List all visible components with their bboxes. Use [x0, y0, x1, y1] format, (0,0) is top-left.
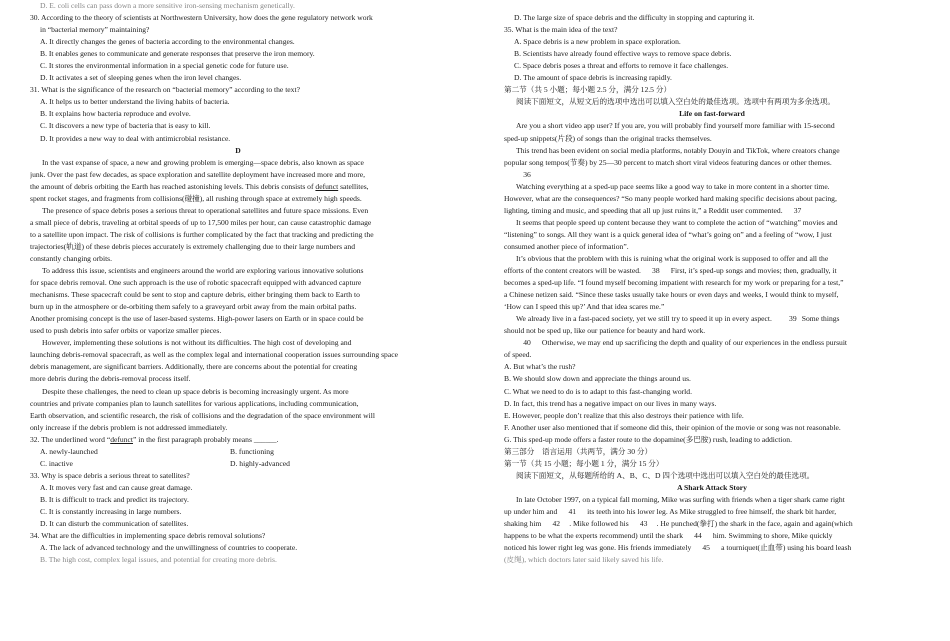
text-line: B. It enables genes to communicate and generate responses that preserve the iron memory. [40, 49, 315, 59]
text-line [504, 169, 920, 181]
text-line: B. We should slow down and appreciate the things around us. [504, 374, 691, 384]
text-line: 第三部分 语言运用（共两节，满分 30 分） [504, 446, 653, 456]
text-line: happens to be what the experts recommend) until the shark 44 him. Swimming to shore, Mike quickly [504, 530, 920, 542]
text-line: 阅读下面短文，从短文后的选项中选出可以填入空白处的最佳选项。选项中有两项为多余选项。 [516, 97, 835, 107]
option-text: B. functioning [230, 446, 274, 456]
text-line: D. The large size of space debris and the difficulty in stopping and capturing it. [514, 13, 755, 23]
text-line: trajectories(轨道) of these debris pieces accurately is extremely challenging due to their large numbers and [30, 241, 355, 251]
text-line: Earth observation, and scientific research, the risk of collisions and the degradation of the space environment will [30, 410, 375, 420]
text-line: To address this issue, scientists and engineers around the world are exploring various innovative solutions [42, 266, 364, 276]
text-line: D. The amount of space debris is increasing rapidly. [514, 73, 672, 83]
text-line: C. What we need to do is to adapt to this fast-changing world. [504, 386, 692, 396]
text-line: should not be sped up, like our patience for beauty and hard work. [504, 326, 706, 336]
text-line: becomes a sped-up life. “I found myself becoming impatient with research for my work or preparing for a test,” [504, 278, 844, 288]
text-line: 阅读下面短文，从每题所给的 A、B、C、D 四个选项中选出可以填入空白处的最佳选项。 [516, 470, 815, 480]
text-line: F. Another user also mentioned that if someone did this, their opinion of the movie or song was not reasonable. [504, 422, 841, 432]
text-line: C. It stores the environmental information in a special genetic code for future use. [40, 61, 289, 71]
text-line: A. It helps us to better understand the living habits of bacteria. [40, 97, 230, 107]
text-line: B. Scientists have already found effective ways to remove space debris. [514, 49, 732, 59]
text-line: C. It is constantly increasing in large numbers. [40, 506, 182, 516]
text-line: 第一节（共 15 小题；每小题 1 分，满分 15 分） [504, 458, 664, 468]
text-line: In the vast expanse of space, a new and growing problem is emerging—space debris, also known as space [42, 157, 364, 167]
text-line: A. But what’s the rush? [504, 362, 576, 372]
text-line: Another promising concept is the use of laser-based systems. High-power lasers on Earth or in space could be [30, 314, 364, 324]
text-line: efforts of the content creators will be wasted. 38 First, it’s sped-up songs and movies; then, gradually, it [504, 265, 920, 277]
text-line: It’s obvious that the problem with this is ruining what the original work is supposed to offer and all the [516, 253, 829, 263]
text-line: to a satellite upon impact. The risk of collisions is further complicated by the fact that tracking and predicting the [30, 229, 374, 239]
text-line: mechanisms. These spacecraft could be sent to stop and capture debris, either bringing them back to Earth to [30, 290, 360, 300]
text-line: The presence of space debris poses a serious threat to operational satellites and future space missions. Even [42, 205, 369, 215]
text-line [504, 0, 920, 12]
text-line: A. It directly changes the genes of bacteria according to the environmental changes. [40, 37, 295, 47]
text-line: 40 Otherwise, we may end up sacrificing the depth and quality of our experiences in the endless pursuit [504, 337, 920, 349]
text-line: B. It is difficult to track and predict its trajectory. [40, 494, 189, 504]
text-line: sped-up snippets(片段) of songs than the original tracks themselves. [504, 133, 712, 143]
text-line: C. Space debris poses a threat and efforts to remove it face challenges. [514, 61, 729, 71]
text-line: shaking him 42 . Mike followed his 43 . He punched(拳打) the shark in the face, again and again(which [504, 518, 920, 530]
text-line: junk. Over the past few decades, as space exploration and satellite deployment have increased more and more, [30, 169, 366, 179]
text-line: Watching everything at a sped-up pace seems like a good way to take in more content in a shorter time. [516, 181, 830, 191]
blank-42: 42 [543, 518, 569, 530]
text-line: for space debris removal. One such approach is the use of robotic spacecraft equipped with advanced capture [30, 278, 362, 288]
text-line: D. In fact, this trend has a negative impact on our lives in many ways. [504, 398, 717, 408]
text-line: (皮绳), which doctors later said likely saved his life. [504, 555, 664, 565]
text-line: ‘How can I speed this up?’ And that idea scares me.” [504, 302, 665, 312]
text-line: A. Space debris is a new problem in space exploration. [514, 37, 681, 47]
blank-44: 44 [685, 530, 711, 542]
text-line: 32. The underlined word “defunct” in the first paragraph probably means ______. [30, 434, 279, 444]
underlined-word: defunct [110, 434, 133, 444]
text-line: B. The high cost, complex legal issues, and potential for creating more debris. [40, 555, 277, 565]
text-line: 30. According to the theory of scientists at Northwestern University, how does the gene regulatory network work [30, 13, 373, 23]
blank-36: 36 [514, 169, 540, 181]
text-line: G. This sped-up mode offers a faster route to the dopamine(多巴胺) rush, leading to addiction. [504, 434, 793, 444]
text-line: D. It can disturb the communication of satellites. [40, 519, 189, 529]
text-line: more debris during the debris-removal process itself. [30, 374, 191, 384]
text-line: Are you a short video app user? If you are, you will probably find yourself more familiar with 15-second [516, 121, 835, 131]
blank-39: 39 [774, 313, 800, 325]
blank-43: 43 [631, 518, 657, 530]
text-line: D [235, 145, 241, 155]
text-line: A. The lack of advanced technology and the unwillingness of countries to cooperate. [40, 543, 298, 553]
text-line: a small piece of debris, traveling at orbital speeds of up to 17,500 miles per hour, can cause catastrophic damage [30, 217, 372, 227]
text-line: burn up in the atmosphere or de-orbiting them safely to a graveyard orbit away from the main orbital paths. [30, 302, 357, 312]
text-line: 35. What is the main idea of the text? [504, 25, 618, 35]
text-line [30, 446, 446, 458]
text-line: D. It provides a new way to deal with antimicrobial resistance. [40, 133, 231, 143]
text-line: debris management, are significant barriers. Additionally, there are concerns about the potential for creating [30, 362, 358, 372]
blank-38: 38 [643, 265, 669, 277]
text-line: the amount of debris orbiting the Earth has reached astonishing levels. This debris consists of defunct satellites, [30, 181, 369, 191]
text-line: However, what are the consequences? “So many people worked hard making specific decisions about pacing, [504, 193, 837, 203]
text-line: of speed. [504, 350, 532, 360]
option-text: D. highly-advanced [230, 458, 290, 468]
blank-45: 45 [693, 542, 719, 554]
text-line: “listening” to songs. All they want is a quick general idea of “what’s going on” and a feeling of “wow, I just [504, 229, 832, 239]
text-line: It seems that people speed up content because they want to complete the action of “watching” movies and [516, 217, 838, 227]
blank-41: 41 [559, 506, 585, 518]
text-line: 33. Why is space debris a serious threat to satellites? [30, 470, 190, 480]
text-line: D. It activates a set of sleeping genes when the iron level changes. [40, 73, 242, 83]
text-line: launching debris-removal spacecraft, as well as the complex legal and international cooperation issues surrounding space [30, 350, 398, 360]
text-line: consumed another piece of information”. [504, 241, 629, 251]
text-line: only increase if the debris problem is not addressed immediately. [30, 422, 228, 432]
text-line: However, implementing these solutions is not without its difficulties. The high cost of developing and [42, 338, 352, 348]
text-line: popular song tempos(节奏) by 25—30 percent to match short viral videos featuring dances or other themes. [504, 157, 832, 167]
text-line: We already live in a fast-paced society, yet we still try to speed it up in every aspect. 39 Some things [504, 313, 920, 325]
text-line: E. However, people don’t realize that this also destroys their patience with life. [504, 410, 744, 420]
text-line: A Shark Attack Story [677, 482, 747, 492]
right-column [504, 0, 920, 566]
text-line: Despite these challenges, the need to clean up space debris is becoming increasingly urgent. As more [42, 386, 349, 396]
text-line: lighting, timing and music, and speeding that all up just ruins it,” a Reddit user commented. 37 [504, 205, 920, 217]
text-line: C. It discovers a new type of bacteria that is easy to kill. [40, 121, 211, 131]
text-line: D. E. coli cells can pass down a more sensitive iron-sensing mechanism genetically. [40, 1, 295, 10]
text-line: In late October 1997, on a typical fall morning, Mike was surfing with friends when a tiger shark came right [516, 494, 845, 504]
text-line: Life on fast-forward [679, 109, 745, 119]
blank-40: 40 [514, 337, 540, 349]
text-line: A. It moves very fast and can cause great damage. [40, 482, 193, 492]
text-line: 34. What are the difficulties in implementing space debris removal solutions? [30, 531, 266, 541]
text-line: up under him and 41 its teeth into his lower leg. As Mike struggled to free himself, the shark bit harder, [504, 506, 920, 518]
text-line: 第二节（共 5 小题；每小题 2.5 分，满分 12.5 分） [504, 85, 672, 95]
text-line: used to push debris into safer orbits or vaporize smaller pieces. [30, 326, 222, 336]
text-line: This trend has been evident on social media platforms, notably Douyin and TikTok, where creators change [516, 145, 840, 155]
text-line: 31. What is the significance of the research on “bacterial memory” according to the text? [30, 85, 300, 95]
underlined-word: defunct [315, 181, 339, 191]
left-column [30, 0, 446, 566]
text-line: in “bacterial memory” maintaining? [40, 25, 150, 35]
text-line: a Chinese netizen said. “Since these tasks usually take hours or even days and weeks, I would think to myself, [504, 290, 839, 300]
text-line: constantly changing orbits. [30, 253, 113, 263]
blank-37: 37 [785, 205, 811, 217]
text-line: noticed his lower right leg was gone. His friends immediately 45 a tourniquet(止血带) using his board leash [504, 542, 920, 554]
text-line: B. It explains how bacteria reproduce and evolve. [40, 109, 191, 119]
text-line: countries and private companies plan to launch satellites for various applications, including communication, [30, 398, 359, 408]
text-line: spent rocket stages, and fragments from collisions(碰撞), all rushing through space at extremely high speeds. [30, 193, 362, 203]
option-text: C. inactive [40, 458, 73, 468]
text-line [30, 458, 446, 470]
option-text: A. newly-launched [40, 446, 98, 456]
